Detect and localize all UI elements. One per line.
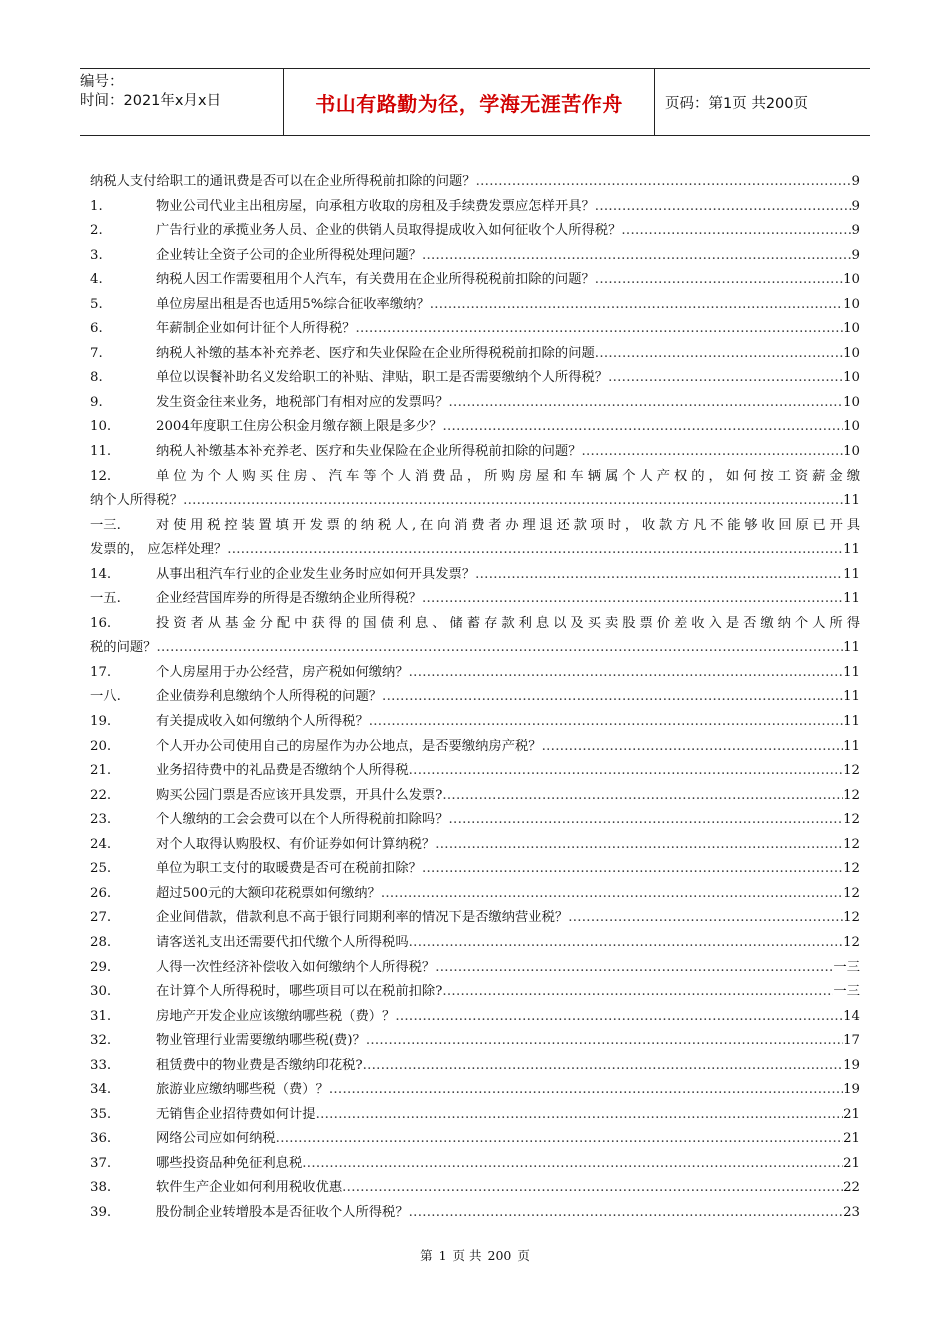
toc-entry-number: 28.: [90, 934, 112, 950]
toc-entry-title: 单位以误餐补助名义发给职工的补贴、津贴，职工是否需要缴纳个人所得税？: [156, 370, 609, 386]
toc-entry-title: 人得一次性经济补偿收入如何缴纳个人所得税？: [156, 959, 436, 975]
toc-entry-number: 34.: [90, 1082, 112, 1098]
toc-entry-leader: [430, 293, 843, 318]
toc-entry-number: 32.: [90, 1033, 112, 1049]
toc-entry-title: 企业转让全资子公司的企业所得税处理问题？: [156, 247, 422, 263]
toc-entry-number: 1.: [90, 198, 103, 214]
toc-entry-title: 物业公司代业主出租房屋，向承租方收取的房租及手续费发票应怎样开具？: [156, 198, 595, 214]
footer-total-pages: 200: [487, 1248, 512, 1263]
toc-entry-title: 单位为职工支付的取暖费是否可在税前扣除？: [156, 861, 422, 877]
toc-entry-leader: [395, 1005, 843, 1030]
toc-entry-number: 3.: [90, 247, 103, 263]
toc-entry-title: 旅游业应缴纳哪些税（费）？: [156, 1082, 329, 1098]
toc-entry-page: 10: [843, 394, 860, 410]
doc-code-label: 编号：: [80, 74, 124, 90]
toc-entry-leader: [302, 1152, 843, 1177]
doc-date-label: 时间：2021年x月x日: [80, 93, 222, 109]
toc-entry-title: 业务招待费中的礼品费是否缴纳个人所得税: [156, 763, 409, 779]
toc-entry[interactable]: [90, 268, 860, 293]
toc-entry-page: 12: [843, 934, 860, 950]
toc-entry[interactable]: [90, 685, 860, 710]
toc-entry-number: 25.: [90, 861, 112, 877]
toc-entry-leader: [276, 1127, 843, 1152]
toc-entry-page: 10: [843, 296, 860, 312]
toc-entry-number: 33.: [90, 1057, 112, 1073]
toc-entry-title: 股份制企业转增股本是否征收个人所得税？: [156, 1204, 409, 1220]
toc-entry-title: 年薪制企业如何计征个人所得税？: [156, 321, 356, 337]
toc-entry-number: 14.: [90, 566, 112, 582]
toc-entry-leader: [183, 489, 843, 514]
toc-entry[interactable]: [90, 931, 860, 956]
toc-entry-page: 21: [843, 1106, 860, 1122]
toc-entry-leader: [409, 759, 843, 784]
header-motto-cell: [283, 69, 655, 135]
toc-entry-number: 10.: [90, 419, 112, 435]
toc-entry-page: 11: [843, 640, 860, 656]
toc-entry-number: 26.: [90, 885, 112, 901]
toc-entry-leader: [409, 661, 843, 686]
footer-suffix: 页: [517, 1248, 530, 1263]
toc-entry[interactable]: [90, 391, 860, 416]
toc-entry-number: 37.: [90, 1155, 112, 1171]
toc-entry-title: 2004年度职工住房公积金月缴存额上限是多少？: [156, 419, 443, 435]
toc-entry-leader: [227, 538, 843, 563]
toc-entry-page: 10: [843, 272, 860, 288]
toc-entry-title: 纳税人补缴的基本补充养老、医疗和失业保险在企业所得税税前扣除的问题: [156, 345, 595, 361]
toc-entry[interactable]: [90, 980, 860, 1005]
header-page-code: 页码：第1页 共200页: [665, 95, 809, 112]
toc-entry-leader: [595, 195, 852, 220]
toc-entry[interactable]: [90, 833, 860, 858]
toc-entry-title: 对使用税控装置填开发票的纳税人,在向消费者办理退还款项时，收款方凡不能够收回原已开具: [156, 517, 860, 533]
toc-entry-title: 纳税人支付给职工的通讯费是否可以在企业所得税前扣除的问题？: [90, 174, 476, 189]
toc-entry-number: 一三.: [90, 517, 121, 533]
toc-entry[interactable]: [90, 612, 860, 661]
toc-entry-number: 一八.: [90, 689, 121, 705]
toc-entry-leader: [409, 1201, 843, 1226]
toc-entry-number: 24.: [90, 836, 112, 852]
toc-entry[interactable]: [90, 661, 860, 686]
footer-mid: 页 共: [452, 1248, 482, 1263]
toc-entry-leader: [435, 833, 843, 858]
toc-entry-title: 哪些投资品种免征利息税: [156, 1155, 303, 1171]
toc-entry-number: 35.: [90, 1106, 112, 1122]
header-motto: 书山有路勤为径，学海无涯苦作舟: [315, 91, 623, 116]
toc-entry-page: 10: [843, 321, 860, 337]
toc-entry-page: 9: [851, 174, 860, 189]
toc-entry-leader: [409, 931, 843, 956]
toc-entry[interactable]: [90, 956, 860, 981]
toc-entry-title: 纳税人补缴基本补充养老、医疗和失业保险在企业所得税前扣除的问题？: [156, 444, 582, 460]
toc-entry-page: 11: [843, 542, 860, 558]
toc-entry-number: 8.: [90, 370, 103, 386]
toc-entry-page: 11: [843, 664, 860, 680]
toc-entry-title: 无销售企业招待费如何计提: [156, 1106, 316, 1122]
toc-entry[interactable]: [90, 1029, 860, 1054]
toc-entry[interactable]: [90, 563, 860, 588]
toc-entry-title: 个人开办公司使用自己的房屋作为办公地点，是否要缴纳房产税？: [156, 738, 542, 754]
toc-entry-title: 购买公园门票是否应该开具发票，开具什么发票?: [156, 787, 443, 803]
toc-entry-title: 个人缴纳的工会会费可以在个人所得税前扣除吗？: [156, 812, 449, 828]
toc-entry-number: 29.: [90, 959, 112, 975]
toc-entry-title: 发生资金往来业务，地税部门有相对应的发票吗？: [156, 394, 449, 410]
toc-entry-title-cont: 发票的， 应怎样处理？: [90, 542, 228, 558]
toc-entry[interactable]: [90, 857, 860, 882]
toc-entry-leader: [442, 980, 833, 1005]
toc-entry-title: 单位为个人购买住房、汽车等个人消费品，所购房屋和车辆属个人产权的，如何按工资薪金缴: [156, 468, 860, 484]
table-of-contents: [90, 170, 860, 1226]
toc-entry-number: 22.: [90, 787, 112, 803]
toc-entry-number: 2.: [90, 223, 103, 239]
toc-entry-leader: [355, 317, 843, 342]
toc-entry-page: 10: [843, 444, 860, 460]
toc-entry[interactable]: [90, 514, 860, 563]
toc-entry-leader: [582, 440, 844, 465]
toc-entry-page: 19: [843, 1082, 860, 1098]
toc-entry-number: 36.: [90, 1131, 112, 1147]
toc-entry-title: 从事出租汽车行业的企业发生业务时应如何开具发票？: [156, 566, 476, 582]
toc-entry-page: 21: [843, 1131, 860, 1147]
toc-entry-title: 租赁费中的物业费是否缴纳印花税?: [156, 1057, 363, 1073]
toc-entry[interactable]: [90, 1127, 860, 1152]
toc-entry[interactable]: [90, 366, 860, 391]
toc-entry-title: 有关提成收入如何缴纳个人所得税？: [156, 714, 369, 730]
toc-entry-leader: [449, 808, 844, 833]
toc-entry[interactable]: [90, 195, 860, 220]
toc-entry-number: 7.: [90, 345, 103, 361]
toc-entry-number: 5.: [90, 296, 103, 312]
toc-entry-leader: [342, 1176, 843, 1201]
toc-entry[interactable]: [90, 808, 860, 833]
toc-entry[interactable]: [90, 1152, 860, 1177]
toc-entry[interactable]: [90, 244, 860, 269]
toc-entry-page: 9: [851, 247, 860, 263]
toc-entry-title: 超过500元的大额印花税票如何缴纳？: [156, 885, 381, 901]
toc-entry-leader: [476, 170, 852, 195]
toc-entry-number: 21.: [90, 763, 112, 779]
toc-entry-title: 单位房屋出租是否也适用5%综合征收率缴纳？: [156, 296, 430, 312]
toc-entry-page: 9: [851, 198, 860, 214]
toc-entry-number: 23.: [90, 812, 112, 828]
toc-entry[interactable]: [90, 784, 860, 809]
toc-entry-page: 19: [843, 1057, 860, 1073]
toc-entry-number: 11.: [90, 444, 112, 460]
toc-entry-page: 22: [843, 1180, 860, 1196]
header-page-cell: [655, 69, 870, 135]
toc-entry-page: 12: [843, 885, 860, 901]
toc-entry[interactable]: [90, 440, 860, 465]
toc-entry-page: 12: [843, 787, 860, 803]
toc-entry-number: 19.: [90, 714, 112, 730]
toc-entry-leader: [329, 1078, 843, 1103]
toc-entry[interactable]: [90, 170, 860, 195]
toc-entry-page: 11: [843, 566, 860, 582]
toc-entry[interactable]: [90, 759, 860, 784]
toc-entry-leader: [422, 587, 843, 612]
toc-entry-title: 广告行业的承揽业务人员、企业的供销人员取得提成收入如何征收个人所得税？: [156, 223, 622, 239]
toc-entry[interactable]: [90, 587, 860, 612]
toc-entry-title: 网络公司应如何纳税: [156, 1131, 276, 1147]
toc-entry[interactable]: [90, 415, 860, 440]
toc-entry-number: 31.: [90, 1008, 112, 1024]
toc-entry-page: 12: [843, 836, 860, 852]
toc-entry-leader: [595, 268, 843, 293]
toc-entry-leader: [422, 857, 843, 882]
toc-entry[interactable]: [90, 906, 860, 931]
toc-entry-leader: [608, 366, 843, 391]
toc-entry-leader: [382, 685, 843, 710]
toc-entry-leader: [542, 735, 843, 760]
toc-entry[interactable]: [90, 293, 860, 318]
toc-entry-number: 27.: [90, 910, 112, 926]
toc-entry-number: 16.: [90, 615, 112, 631]
toc-entry-leader: [621, 219, 851, 244]
toc-entry[interactable]: [90, 1201, 860, 1226]
toc-entry[interactable]: [90, 465, 860, 514]
toc-entry-page: 10: [843, 370, 860, 386]
toc-entry-title-cont: 纳个人所得税？: [90, 493, 184, 509]
toc-entry-title: 在计算个人所得税时，哪些项目可以在税前扣除?: [156, 984, 443, 1000]
toc-entry-leader: [449, 391, 844, 416]
toc-entry-page: 17: [843, 1033, 860, 1049]
toc-entry-number: 38.: [90, 1180, 112, 1196]
toc-entry-leader: [442, 784, 843, 809]
toc-entry-title: 企业债券利息缴纳个人所得税的问题？: [156, 689, 383, 705]
toc-entry[interactable]: [90, 882, 860, 907]
page-header: [80, 68, 870, 136]
toc-entry-leader: [475, 563, 843, 588]
toc-entry-page: 12: [843, 910, 860, 926]
toc-entry[interactable]: [90, 1176, 860, 1201]
toc-entry-leader: [363, 1054, 843, 1079]
toc-entry[interactable]: [90, 735, 860, 760]
toc-entry-page: 23: [843, 1204, 860, 1220]
toc-entry-page: 21: [843, 1155, 860, 1171]
toc-entry-title: 对个人取得认购股权、有价证券如何计算纳税？: [156, 836, 436, 852]
toc-entry-page: 14: [843, 1008, 860, 1024]
toc-entry-title: 房地产开发企业应该缴纳哪些税（费）？: [156, 1008, 396, 1024]
toc-entry[interactable]: [90, 1005, 860, 1030]
toc-entry-number: 20.: [90, 738, 112, 754]
toc-entry[interactable]: [90, 219, 860, 244]
toc-entry-page: 12: [843, 812, 860, 828]
toc-entry[interactable]: [90, 1054, 860, 1079]
toc-entry-leader: [595, 342, 843, 367]
toc-entry-number: 一五.: [90, 591, 121, 607]
toc-entry-title-cont: 税的问题？: [90, 640, 157, 656]
toc-entry-number: 12.: [90, 468, 112, 484]
toc-entry-page: 9: [851, 223, 860, 239]
footer-page-number: 1: [438, 1248, 447, 1263]
toc-entry-number: 39.: [90, 1204, 112, 1220]
toc-entry-number: 17.: [90, 664, 112, 680]
toc-entry-leader: [156, 636, 843, 661]
toc-entry-page: 11: [843, 738, 860, 754]
toc-entry-title: 请客送礼支出还需要代扣代缴个人所得税吗: [156, 934, 409, 950]
toc-entry-leader: [422, 244, 852, 269]
toc-entry-title: 企业经营国库券的所得是否缴纳企业所得税？: [156, 591, 422, 607]
toc-entry-leader: [568, 906, 843, 931]
toc-entry-title: 软件生产企业如何利用税收优惠: [156, 1180, 343, 1196]
toc-entry[interactable]: [90, 710, 860, 735]
toc-entry-page: 11: [843, 714, 860, 730]
toc-entry-leader: [381, 882, 843, 907]
toc-entry-page: 11: [843, 493, 860, 509]
toc-entry-number: 4.: [90, 272, 103, 288]
toc-entry-page: 一三: [833, 984, 860, 1000]
toc-entry-page: 11: [843, 591, 860, 607]
page-footer: [0, 1246, 950, 1264]
toc-entry-leader: [442, 415, 843, 440]
toc-entry-title: 物业管理行业需要缴纳哪些税(费)？: [156, 1033, 366, 1049]
toc-entry[interactable]: [90, 317, 860, 342]
header-meta: [80, 69, 283, 135]
toc-entry[interactable]: [90, 1078, 860, 1103]
toc-entry-number: 6.: [90, 321, 103, 337]
toc-entry-number: 30.: [90, 984, 112, 1000]
toc-entry-page: 10: [843, 419, 860, 435]
toc-entry-number: 9.: [90, 394, 103, 410]
toc-entry-leader: [366, 1029, 843, 1054]
toc-entry-leader: [435, 956, 833, 981]
toc-entry-title: 投资者从基金分配中获得的国债利息、储蓄存款利息以及买卖股票价差收入是否缴纳个人所得: [156, 615, 860, 631]
toc-entry-page: 一三: [833, 959, 860, 975]
toc-entry-page: 12: [843, 861, 860, 877]
toc-entry-leader: [369, 710, 843, 735]
toc-entry-title: 个人房屋用于办公经营，房产税如何缴纳？: [156, 664, 409, 680]
toc-entry-title: 企业间借款，借款利息不高于银行同期利率的情况下是否缴纳营业税？: [156, 910, 569, 926]
toc-entry[interactable]: [90, 342, 860, 367]
toc-entry-title: 纳税人因工作需要租用个人汽车，有关费用在企业所得税税前扣除的问题？: [156, 272, 595, 288]
toc-entry-page: 10: [843, 345, 860, 361]
toc-entry-page: 12: [843, 763, 860, 779]
toc-entry-leader: [316, 1103, 844, 1128]
footer-prefix: 第: [420, 1248, 433, 1263]
toc-entry-page: 11: [843, 689, 860, 705]
toc-entry[interactable]: [90, 1103, 860, 1128]
